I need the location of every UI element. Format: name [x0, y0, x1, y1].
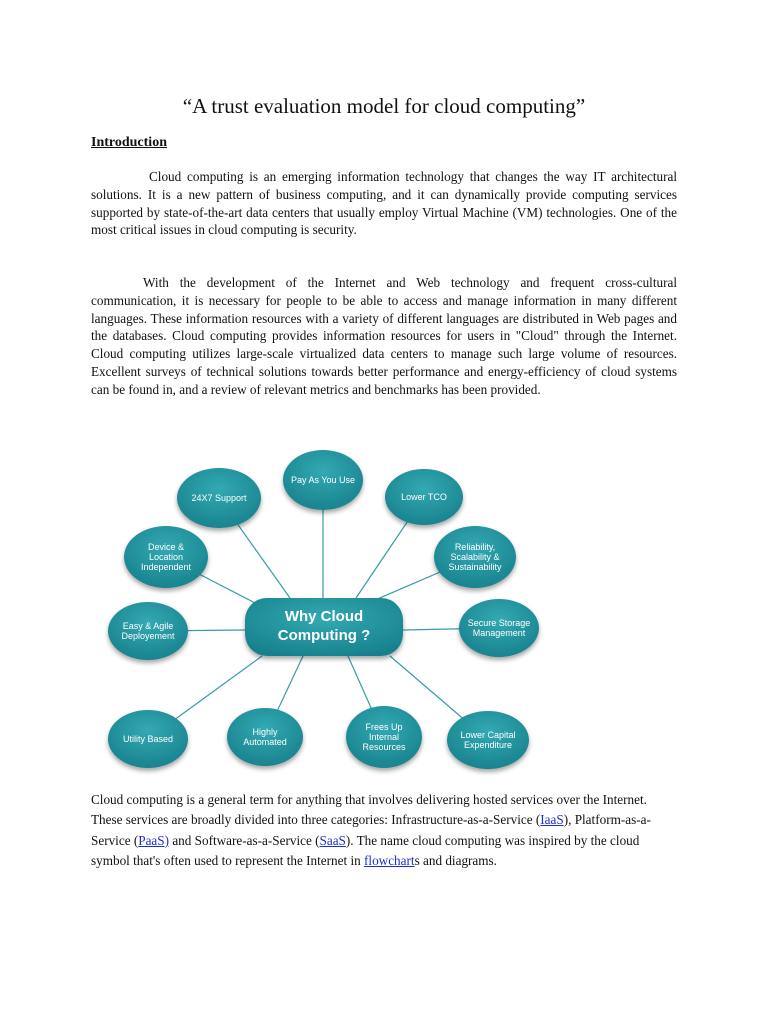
node-label: Utility Based: [122, 734, 174, 744]
iaas-link[interactable]: IaaS: [540, 812, 564, 828]
node-label: Frees Up: [365, 722, 403, 732]
node-label: Deployement: [121, 631, 175, 641]
diagram-node: [283, 450, 363, 510]
node-label: 24X7 Support: [191, 493, 247, 503]
paragraph-services: Cloud computing is a general term for anything that involves delivering hosted services over the Internet. These services are broadly divided into three categories: Infrastructure-as-a-Service (IaaS), Platform-as-a-Service (PaaS) and Software-as-a-Service (SaaS). The name cloud computing was inspired by the cloud symbol that's often used to represent the Internet in flowcharts and diagrams.: [91, 792, 651, 868]
node-label: Resources: [362, 742, 406, 752]
diagram-node: [447, 711, 529, 769]
node-label: Sustainability: [448, 562, 502, 572]
flowchart-link[interactable]: flowchart: [364, 852, 415, 868]
diagram-node: [459, 599, 539, 657]
node-label: Lower TCO: [401, 492, 447, 502]
node-label: Location: [148, 552, 184, 562]
paas-link[interactable]: PaaS): [138, 832, 170, 848]
paragraph-development: With the development of the Internet and Web technology and frequent cross-cultural communication, it is necessary for people to be able to access and manage information in many different languages. These information resources with a variety of different languages are distributed in Web pages and the databases. Cloud computing provides information resources for users in "Cloud" through the Internet. Cloud computing utilizes large-scale virtualized data centers to manage such large volume of resources. Excellent surveys of technical solutions towards better performance and energy-efficiency of cloud systems can be found in, and a review of relevant metrics and benchmarks has been provided.: [91, 275, 677, 397]
diagram-node: [177, 468, 261, 528]
saas-link[interactable]: SaaS: [319, 832, 346, 848]
diagram-node: [385, 469, 463, 525]
node-label: Device &: [147, 542, 185, 552]
diagram-node: [124, 526, 208, 588]
node-label: Automated: [243, 737, 287, 747]
node-label: Pay As You Use: [290, 475, 356, 485]
diagram-node: [227, 708, 303, 766]
paragraph-intro: Cloud computing is an emerging information technology that changes the way IT architectural solutions. It is a new pattern of business computing, and it can dynamically provide computing services supported by state-of-the-art data centers that usually employ Virtual Machine (VM) technologies. One of the most critical issues in cloud computing is security.: [91, 169, 677, 238]
diagram-node: [108, 710, 188, 768]
why-cloud-computing-diagram: [0, 440, 768, 780]
node-label: Lower Capital: [460, 730, 516, 740]
center-node: [245, 598, 403, 656]
introduction-heading: Introduction: [91, 135, 167, 150]
node-label: Easy & Agile: [122, 621, 174, 631]
node-label: Scalability &: [450, 552, 500, 562]
node-label: Internal: [368, 732, 400, 742]
center-label-line2: Computing ?: [277, 627, 371, 644]
node-label: Expenditure: [463, 740, 513, 750]
node-label: Highly: [252, 727, 278, 737]
document-title: “A trust evaluation model for cloud computing”: [182, 94, 586, 118]
diagram-node: [434, 526, 516, 588]
node-label: Management: [472, 628, 526, 638]
diagram-node: [346, 706, 422, 768]
diagram-node: [108, 602, 188, 660]
node-label: Reliability,: [454, 542, 496, 552]
node-label: Independent: [140, 562, 192, 572]
node-label: Secure Storage: [467, 618, 531, 628]
center-label-line1: Why Cloud: [284, 608, 364, 625]
